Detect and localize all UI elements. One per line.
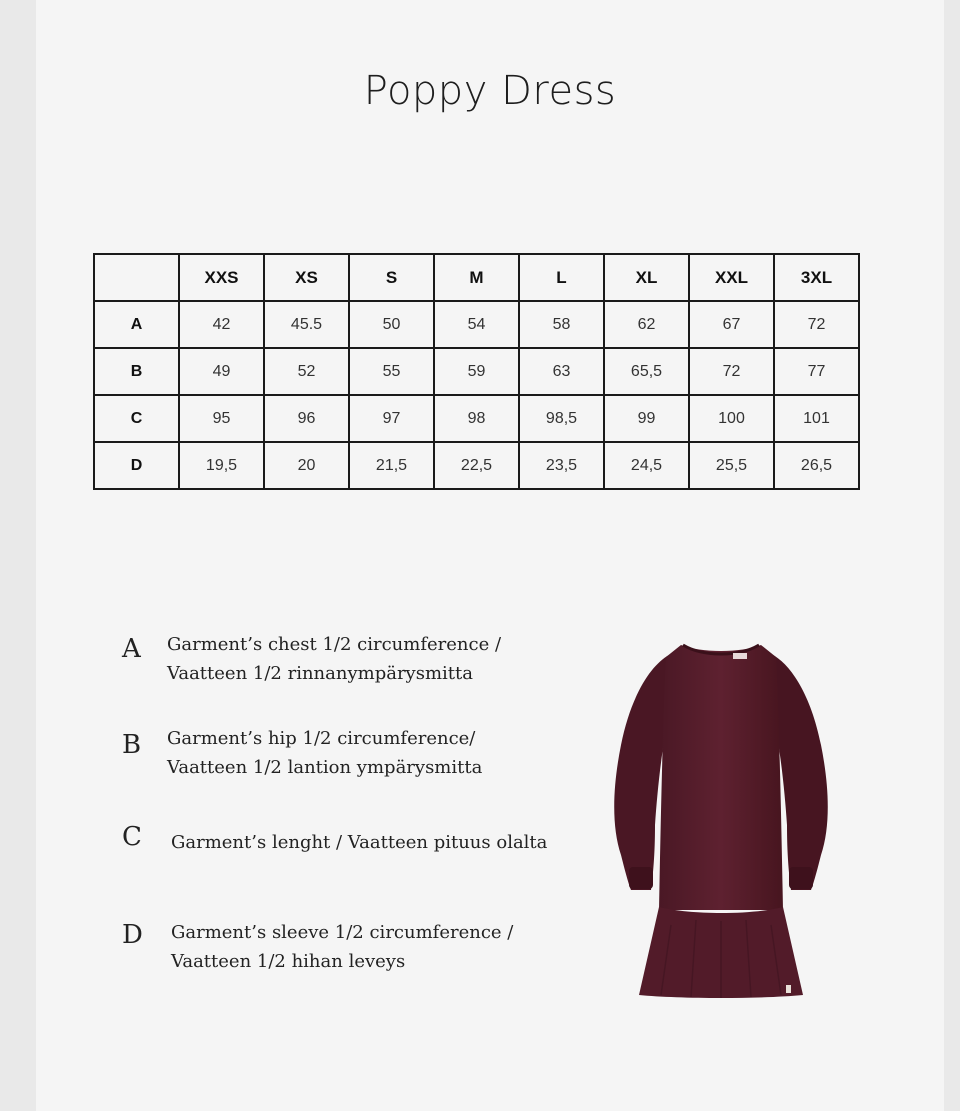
table-cell: 72 (774, 301, 859, 348)
header-cell: XXL (689, 254, 774, 301)
table-cell: 52 (264, 348, 349, 395)
legend-letter: C (122, 822, 142, 852)
row-label: A (94, 301, 179, 348)
table-row (94, 301, 859, 348)
table-cell: 67 (689, 301, 774, 348)
table-cell: 100 (689, 395, 774, 442)
legend-line: Garment’s hip 1/2 circumference/ (167, 728, 476, 749)
legend-line: Vaatteen 1/2 lantion ympärysmitta (167, 757, 483, 778)
row-label: B (94, 348, 179, 395)
row-label: C (94, 395, 179, 442)
legend-letter: D (122, 920, 143, 950)
dress-body (659, 645, 783, 910)
header-cell: L (519, 254, 604, 301)
table-cell: 101 (774, 395, 859, 442)
page-title: Poppy Dress (363, 68, 617, 114)
legend-line: Vaatteen 1/2 hihan leveys (171, 951, 406, 972)
table-row (94, 395, 859, 442)
table-cell: 22,5 (434, 442, 519, 489)
table-cell: 19,5 (179, 442, 264, 489)
table-cell: 62 (604, 301, 689, 348)
legend-description (167, 630, 501, 688)
table-cell: 26,5 (774, 442, 859, 489)
legend-letter: A (122, 634, 141, 664)
header-cell: XS (264, 254, 349, 301)
legend-line: Garment’s lenght / Vaatteen pituus olalta (171, 832, 548, 853)
header-cell: XXS (179, 254, 264, 301)
row-label: D (94, 442, 179, 489)
header-cell: M (434, 254, 519, 301)
size-chart-sheet (36, 0, 944, 1111)
header-cell (94, 254, 179, 301)
table-cell: 42 (179, 301, 264, 348)
header-cell: 3XL (774, 254, 859, 301)
label-tag (733, 653, 747, 659)
table-cell: 50 (349, 301, 434, 348)
header-cell: S (349, 254, 434, 301)
table-cell: 72 (689, 348, 774, 395)
table-cell: 65,5 (604, 348, 689, 395)
table-cell: 49 (179, 348, 264, 395)
right-cuff (789, 867, 813, 889)
size-table (93, 253, 860, 490)
table-cell: 45.5 (264, 301, 349, 348)
table-cell: 77 (774, 348, 859, 395)
legend-description (171, 918, 513, 976)
header-cell: XL (604, 254, 689, 301)
table-cell: 96 (264, 395, 349, 442)
left-cuff (629, 867, 653, 889)
legend-line: Vaatteen 1/2 rinnanympärysmitta (167, 663, 473, 684)
table-cell: 54 (434, 301, 519, 348)
legend-description (171, 828, 547, 857)
table-row (94, 442, 859, 489)
table-row (94, 348, 859, 395)
legend-letter: B (122, 730, 142, 760)
legend-description (167, 724, 482, 782)
dress-product-photo (611, 635, 831, 1000)
table-cell: 25,5 (689, 442, 774, 489)
table-cell: 99 (604, 395, 689, 442)
table-cell: 63 (519, 348, 604, 395)
legend-line: Garment’s sleeve 1/2 circumference / (171, 922, 514, 943)
table-cell: 24,5 (604, 442, 689, 489)
size-header-row (94, 254, 859, 301)
table-cell: 98 (434, 395, 519, 442)
table-cell: 55 (349, 348, 434, 395)
table-cell: 59 (434, 348, 519, 395)
table-cell: 98,5 (519, 395, 604, 442)
table-cell: 95 (179, 395, 264, 442)
table-cell: 58 (519, 301, 604, 348)
table-cell: 20 (264, 442, 349, 489)
table-cell: 97 (349, 395, 434, 442)
legend-line: Garment’s chest 1/2 circumference / (167, 634, 502, 655)
table-cell: 21,5 (349, 442, 434, 489)
hem-tag (786, 985, 791, 993)
table-cell: 23,5 (519, 442, 604, 489)
